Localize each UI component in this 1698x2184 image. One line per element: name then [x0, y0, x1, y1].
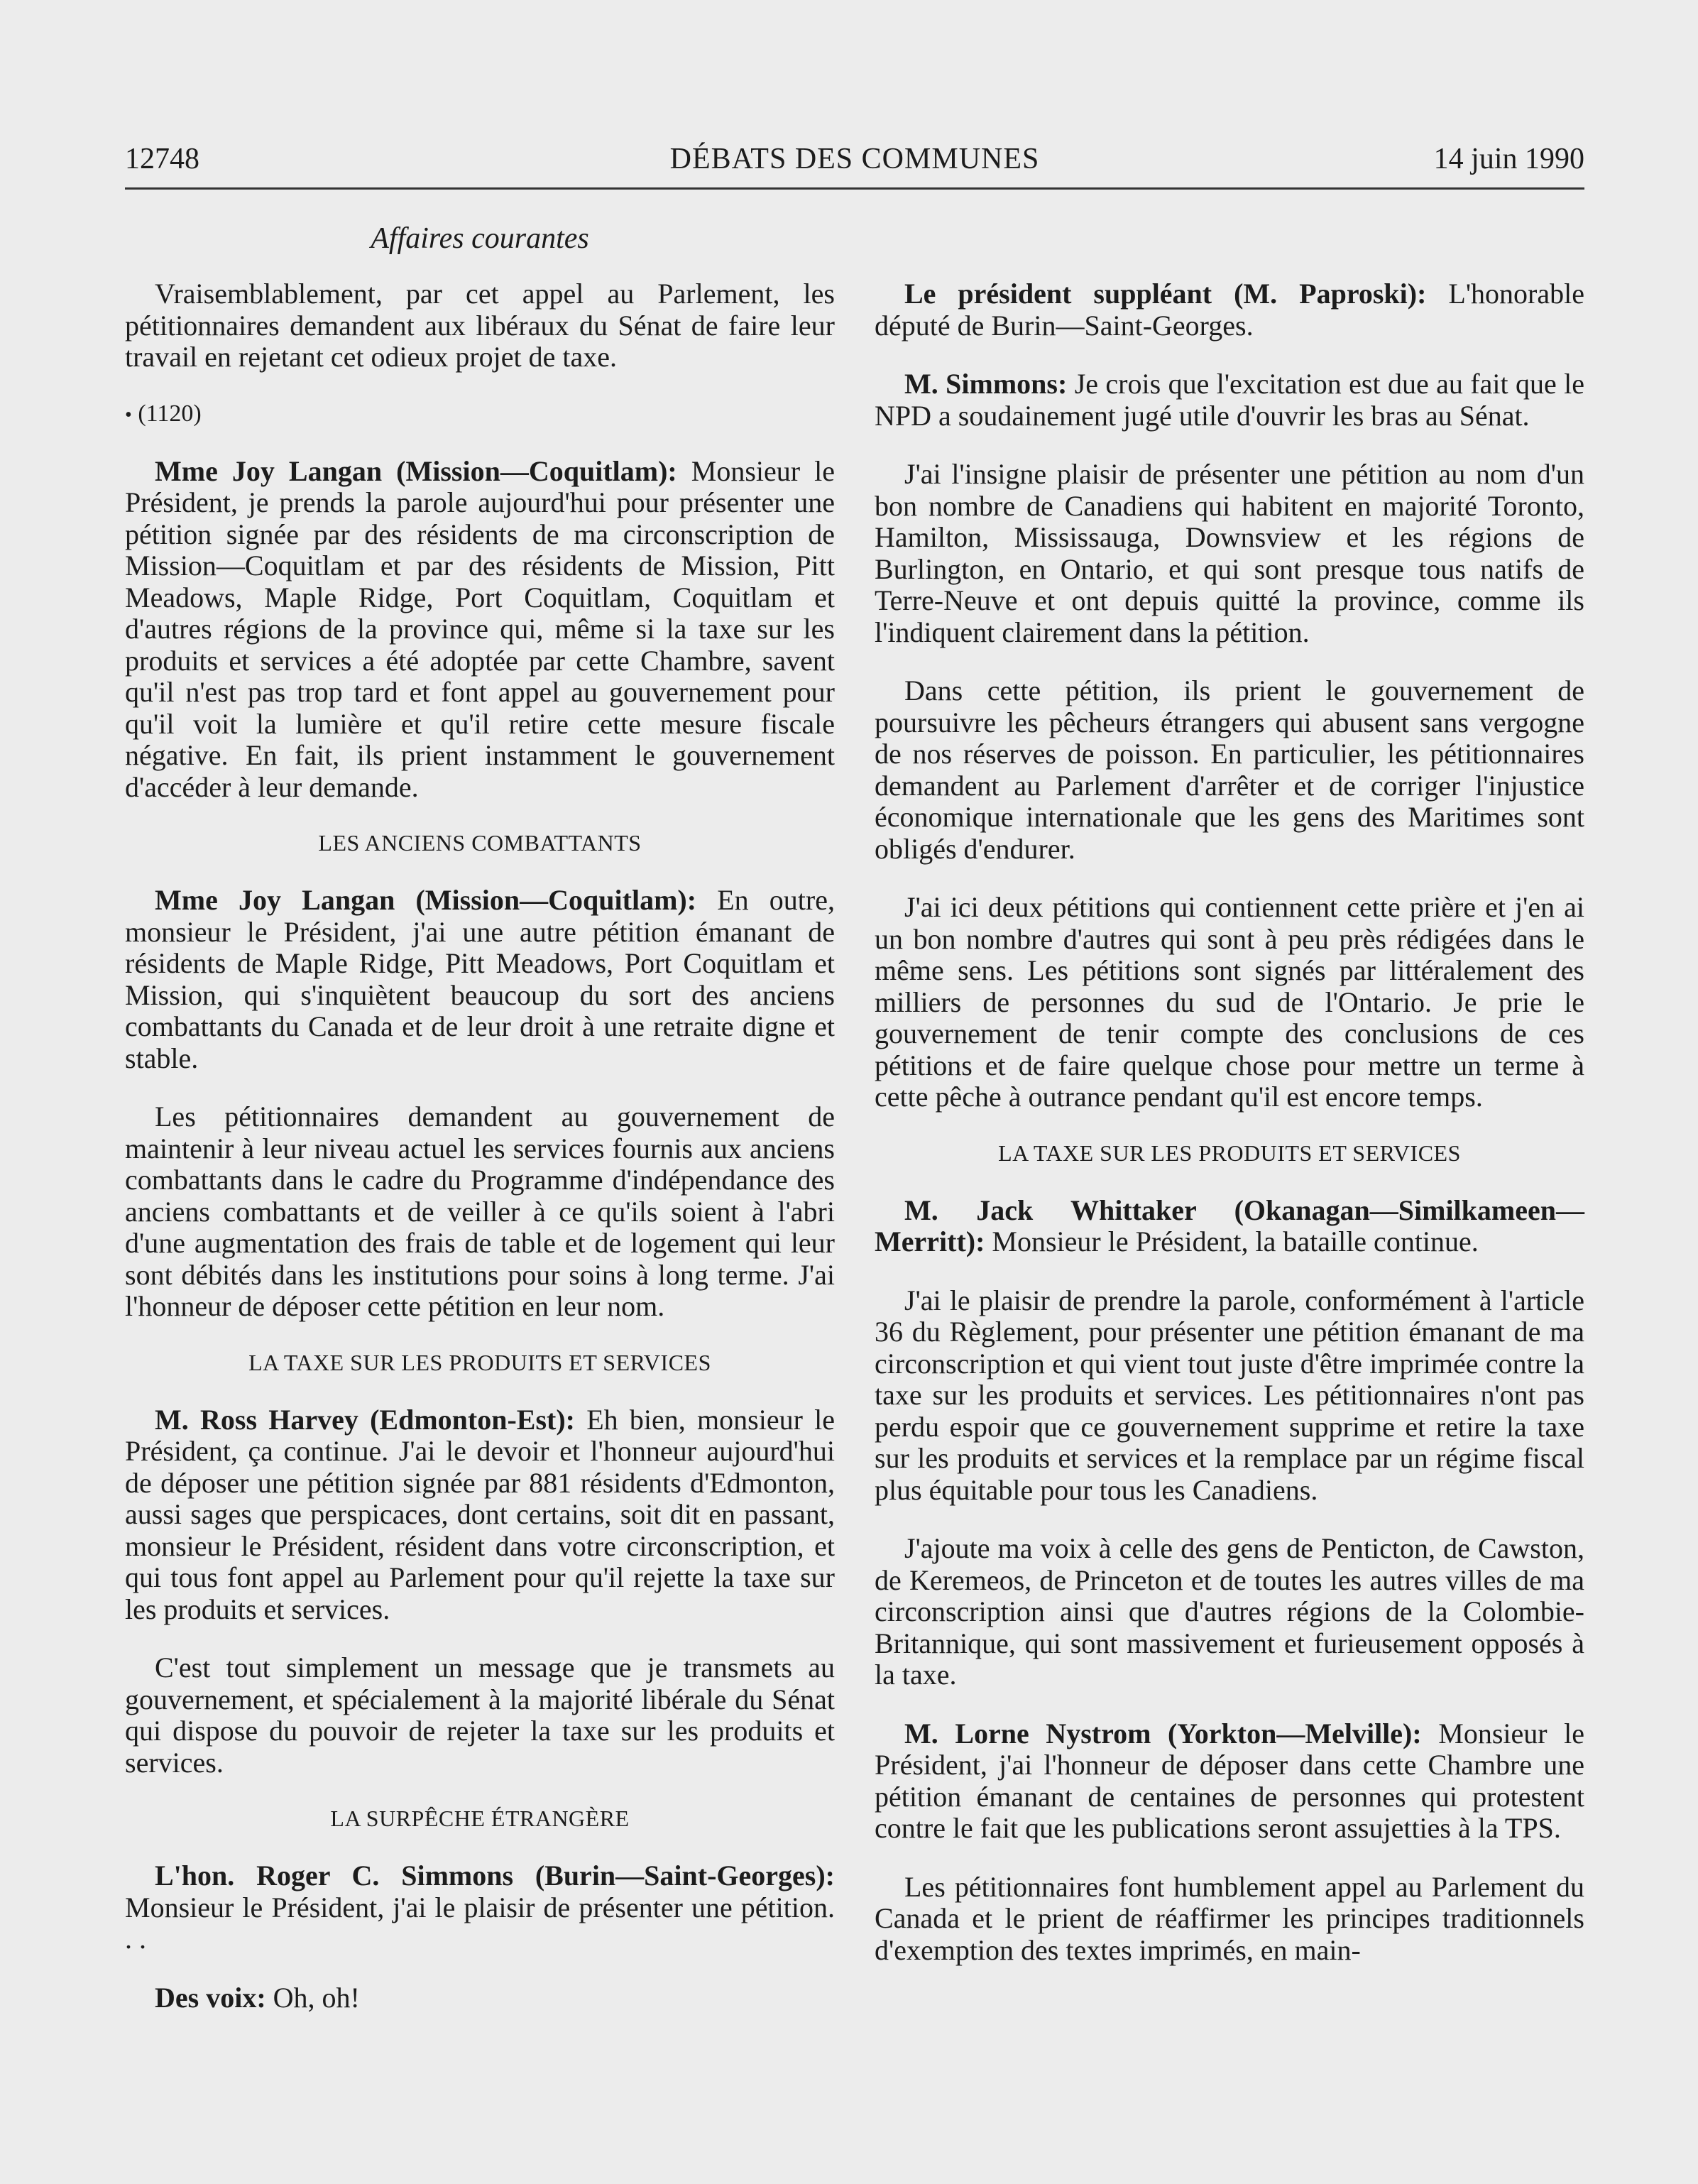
paragraph: C'est tout simplement un message que je transmets au gouvernement, et spécialement à la majorité libérale du Sénat qui dispose du pouvoir de rejeter la taxe sur les produits et services. — [125, 1651, 835, 1779]
publication-title: DÉBATS DES COMMUNES — [669, 143, 1040, 175]
speech-text: Je crois que l'excitation est due au fait que le NPD a soudainement jugé utile d'ouvrir les bras au Sénat. — [875, 368, 1585, 432]
paragraph: J'ajoute ma voix à celle des gens de Penticton, de Cawston, de Keremeos, de Princeton et de toutes les autres villes de ma circonscription ainsi que d'autres régions de la Colombie-Britannique, qui sont massivement et furieusement opposés à la taxe. — [875, 1532, 1584, 1691]
speech-paragraph — [125, 1982, 835, 2014]
speech-paragraph — [875, 1195, 1584, 1258]
speaker-name: Mme Joy Langan (Mission—Coquitlam): — [155, 454, 677, 487]
speaker-name: L'hon. Roger C. Simmons (Burin—Saint-Georges): — [155, 1860, 835, 1891]
section-heading: LA SURPÊCHE ÉTRANGÈRE — [330, 1806, 630, 1831]
speech-paragraph — [125, 885, 835, 1074]
speech-text: Eh bien, monsieur le Président, ça continue. J'ai le devoir et l'honneur aujourd'hui de déposer une pétition signée par 881 résidents d'Edmonton, aussi sages que perspicaces, dont certains, soit dit en passant, monsieur le Président, résident dans votre circonscription, et qui tous font appel au Parlement pour qu'il rejette la taxe sur les produits et services. — [125, 1403, 835, 1625]
paragraph: Les pétitionnaires font humblement appel au Parlement du Canada et le prient de réaffirmer les principes traditionnels d'exemption des textes imprimés, en main- — [875, 1870, 1584, 1966]
speech-text: Monsieur le Président, j'ai le plaisir de présenter une pétition. . . — [125, 1891, 835, 1955]
timestamp-text: (1120) — [138, 400, 202, 427]
speaker-name: M. Ross Harvey (Edmonton-Est): — [155, 1403, 576, 1436]
speaker-name: M. Simmons: — [904, 368, 1068, 400]
section-heading: LES ANCIENS COMBATTANTS — [318, 830, 642, 856]
paragraph: J'ai le plaisir de prendre la parole, conformément à l'article 36 du Règlement, pour présenter une pétition émanant de ma circonscription et qui vient tout juste d'être imprimée contre la taxe sur les produits et services. Les pétitionnaires n'ont pas perdu espoir que ce gouvernement supprime et retire la taxe sur les produits et services et la remplace par un régime fiscal plus équitable pour tous les Canadiens. — [875, 1284, 1584, 1506]
speech-text: Oh, oh! — [265, 1981, 360, 2014]
section-heading: LA TAXE SUR LES PRODUITS ET SERVICES — [248, 1349, 711, 1375]
paragraph: Vraisemblablement, par cet appel au Parlement, les pétitionnaires demandent aux libéraux du Sénat de faire leur travail en rejetant cet odieux projet de taxe. — [125, 278, 835, 373]
speech-paragraph — [875, 278, 1584, 342]
paragraph: J'ai ici deux pétitions qui contiennent cette prière et j'en ai un bon nombre d'autres qui sont à peu près rédigées dans le même sens. Les pétitions sont signés par littéralement des milliers de personnes du sud de l'Ontario. Je prie le gouvernement de tenir compte des conclusions de ces pétitions et de faire quelque chose pour mettre un terme à cette pêche à outrance pendant qu'il est encore temps. — [875, 891, 1584, 1113]
speaker-name: Mme Joy Langan (Mission—Coquitlam): — [155, 884, 697, 916]
speech-paragraph — [125, 1404, 835, 1626]
page-number: 12748 — [125, 143, 199, 175]
section-rubric: Affaires courantes — [371, 222, 589, 255]
speaker-name: M. Jack Whittaker (Okanagan—Similkameen—Merritt): — [875, 1194, 1584, 1257]
speech-paragraph — [875, 1718, 1584, 1845]
paragraph: Les pétitionnaires demandent au gouvernement de maintenir à leur niveau actuel les services fournis aux anciens combattants dans le cadre du Programme d'indépendance des anciens combattants et de veiller à ce qu'ils soient à l'abri d'une augmentation des frais de table et de logement qui leur sont débités dans les institutions pour soins à long terme. J'ai l'honneur de déposer cette pétition en leur nom. — [125, 1101, 835, 1322]
speech-text: Monsieur le Président, je prends la parole aujourd'hui pour présenter une pétition signée par des résidents de ma circonscription de Mission—Coquitlam et par des résidents de Mission, Pitt Meadows, Maple Ridge, Port Coquitlam, Coquitlam et d'autres régions de la province qui, même si la taxe sur les produits et services a été adoptée par cette Chambre, savent qu'il n'est pas trop tard et font appel au gouvernement pour qu'il voit la lumière et qu'il retire cette mesure fiscale négative. En fait, ils prient instamment le gouvernement d'accéder à leur demande. — [125, 454, 835, 803]
timestamp — [125, 400, 835, 427]
right-column — [875, 278, 1584, 1993]
page-header — [125, 142, 1584, 190]
paragraph: J'ai l'insigne plaisir de présenter une pétition au nom d'un bon nombre de Canadiens qui habitent en majorité Toronto, Hamilton, Mississauga, Downsview et les régions de Burlington, en Ontario, et qui sont presque tous natifs de Terre-Neuve et ont depuis quitté la province, comme ils l'indiquent clairement dans la pétition. — [875, 458, 1584, 648]
speech-paragraph — [875, 368, 1584, 432]
section-heading: LA TAXE SUR LES PRODUITS ET SERVICES — [998, 1140, 1461, 1166]
speech-text: L'honorable député de Burin—Saint-Georges. — [875, 278, 1584, 342]
speech-text: En outre, monsieur le Président, j'ai une autre pétition émanant de résidents de Maple Ridge, Pitt Meadows, Port Coquitlam et Mission, qui s'inquiètent beaucoup du sort des anciens combattants du Canada et de leur droit à une retraite digne et stable. — [125, 884, 835, 1074]
speaker-name: M. Lorne Nystrom (Yorkton—Melville): — [904, 1717, 1422, 1749]
speech-paragraph — [125, 456, 835, 804]
bullet-icon: • — [125, 403, 132, 426]
speech-text: Monsieur le Président, j'ai l'honneur de déposer dans cette Chambre une pétition émanant de centaines de personnes qui protestent contre le fait que les publications seront assujetties à la TPS. — [875, 1717, 1584, 1844]
publication-date: 14 juin 1990 — [1433, 143, 1584, 175]
speaker-name: Des voix: — [155, 1981, 266, 2014]
left-column — [125, 278, 835, 2041]
speaker-name: Le président suppléant (M. Paproski): — [904, 278, 1427, 310]
speech-paragraph — [125, 1860, 835, 1955]
speech-text: Monsieur le Président, la bataille continue. — [985, 1225, 1479, 1257]
paragraph: Dans cette pétition, ils prient le gouvernement de poursuivre les pêcheurs étrangers qui abusent sans vergogne de nos réserves de poisson. En particulier, les pétitionnaires demandent au Parlement d'arrêter et de corriger l'injustice économique internationale que les gens des Maritimes sont obligés d'endurer. — [875, 675, 1584, 865]
